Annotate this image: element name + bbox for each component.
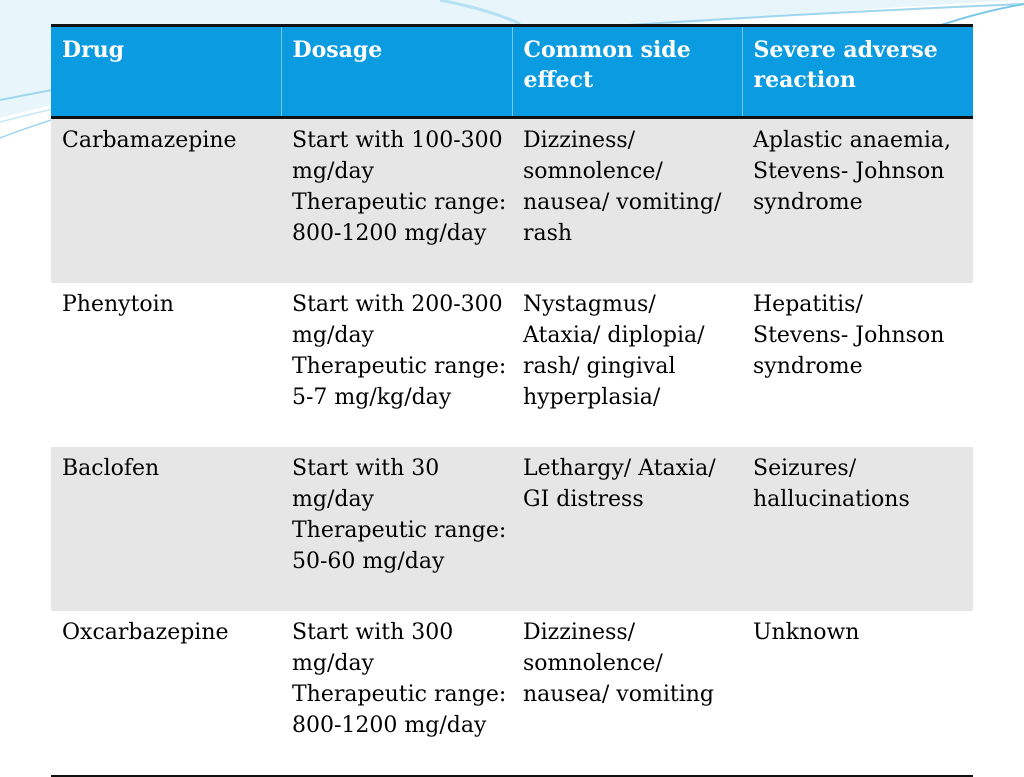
header-common-side-effect: Common side effect	[512, 26, 742, 118]
cell-text-line: Ataxia/ diplopia/	[523, 323, 705, 348]
cell-text-line: Start with 200-300	[292, 292, 503, 317]
cell-text-line: nausea/ vomiting	[523, 682, 714, 707]
cell-side-effect	[512, 611, 742, 776]
cell-drug: Oxcarbazepine	[51, 611, 281, 776]
cell-text-line: rash/ gingival	[523, 354, 676, 379]
cell-text-line: Hepatitis/	[753, 292, 863, 317]
cell-text-line: Start with 300	[292, 620, 454, 645]
cell-text-line: syndrome	[753, 354, 863, 379]
header-dosage: Dosage	[281, 26, 512, 118]
cell-drug: Phenytoin	[51, 283, 281, 447]
table-row	[51, 447, 973, 611]
cell-text-line: Unknown	[753, 620, 860, 645]
cell-text-line: mg/day	[292, 487, 374, 512]
cell-text-line: hallucinations	[753, 487, 910, 512]
table-body	[51, 118, 973, 777]
table-row	[51, 118, 973, 284]
table-header-row	[51, 26, 973, 118]
drug-table	[51, 24, 973, 777]
cell-adverse	[742, 611, 973, 776]
cell-text-line: Lethargy/ Ataxia/	[523, 456, 716, 481]
cell-text-line: Start with 100-300	[292, 128, 503, 153]
cell-text-line: 800-1200 mg/day	[292, 713, 487, 738]
cell-text-line: Nystagmus/	[523, 292, 656, 317]
cell-text-line: mg/day	[292, 651, 374, 676]
cell-text-line: somnolence/	[523, 159, 663, 184]
cell-text-line: syndrome	[753, 190, 863, 215]
cell-dosage	[281, 447, 512, 611]
cell-adverse	[742, 283, 973, 447]
cell-text-line: Seizures/	[753, 456, 857, 481]
cell-side-effect	[512, 118, 742, 284]
cell-text-line: Therapeutic range:	[292, 682, 507, 707]
cell-text-line: Dizziness/	[523, 620, 636, 645]
cell-text-line: rash	[523, 221, 573, 246]
cell-dosage	[281, 611, 512, 776]
cell-text-line: GI distress	[523, 487, 644, 512]
cell-text-line: hyperplasia/	[523, 385, 661, 410]
cell-text-line: Stevens- Johnson	[753, 323, 945, 348]
cell-text-line: 50-60 mg/day	[292, 549, 445, 574]
cell-side-effect	[512, 447, 742, 611]
cell-text-line: Therapeutic range:	[292, 354, 507, 379]
cell-text-line: mg/day	[292, 159, 374, 184]
header-drug: Drug	[51, 26, 281, 118]
cell-adverse	[742, 447, 973, 611]
cell-text-line: mg/day	[292, 323, 374, 348]
cell-text-line: Stevens- Johnson	[753, 159, 945, 184]
cell-dosage	[281, 118, 512, 284]
cell-text-line: somnolence/	[523, 651, 663, 676]
table-row	[51, 611, 973, 776]
cell-text-line: Aplastic anaemia,	[753, 128, 952, 153]
cell-adverse	[742, 118, 973, 284]
cell-text-line: Start with 30	[292, 456, 440, 481]
table-row	[51, 283, 973, 447]
drug-table-container	[51, 24, 973, 768]
header-severe-adverse-reaction: Severe adverse reaction	[742, 26, 973, 118]
cell-text-line: nausea/ vomiting/	[523, 190, 722, 215]
cell-text-line: 800-1200 mg/day	[292, 221, 487, 246]
cell-text-line: Dizziness/	[523, 128, 636, 153]
cell-text-line: 5-7 mg/kg/day	[292, 385, 452, 410]
cell-drug: Carbamazepine	[51, 118, 281, 284]
cell-drug: Baclofen	[51, 447, 281, 611]
cell-text-line: Therapeutic range:	[292, 518, 507, 543]
cell-dosage	[281, 283, 512, 447]
cell-text-line: Therapeutic range:	[292, 190, 507, 215]
cell-side-effect	[512, 283, 742, 447]
